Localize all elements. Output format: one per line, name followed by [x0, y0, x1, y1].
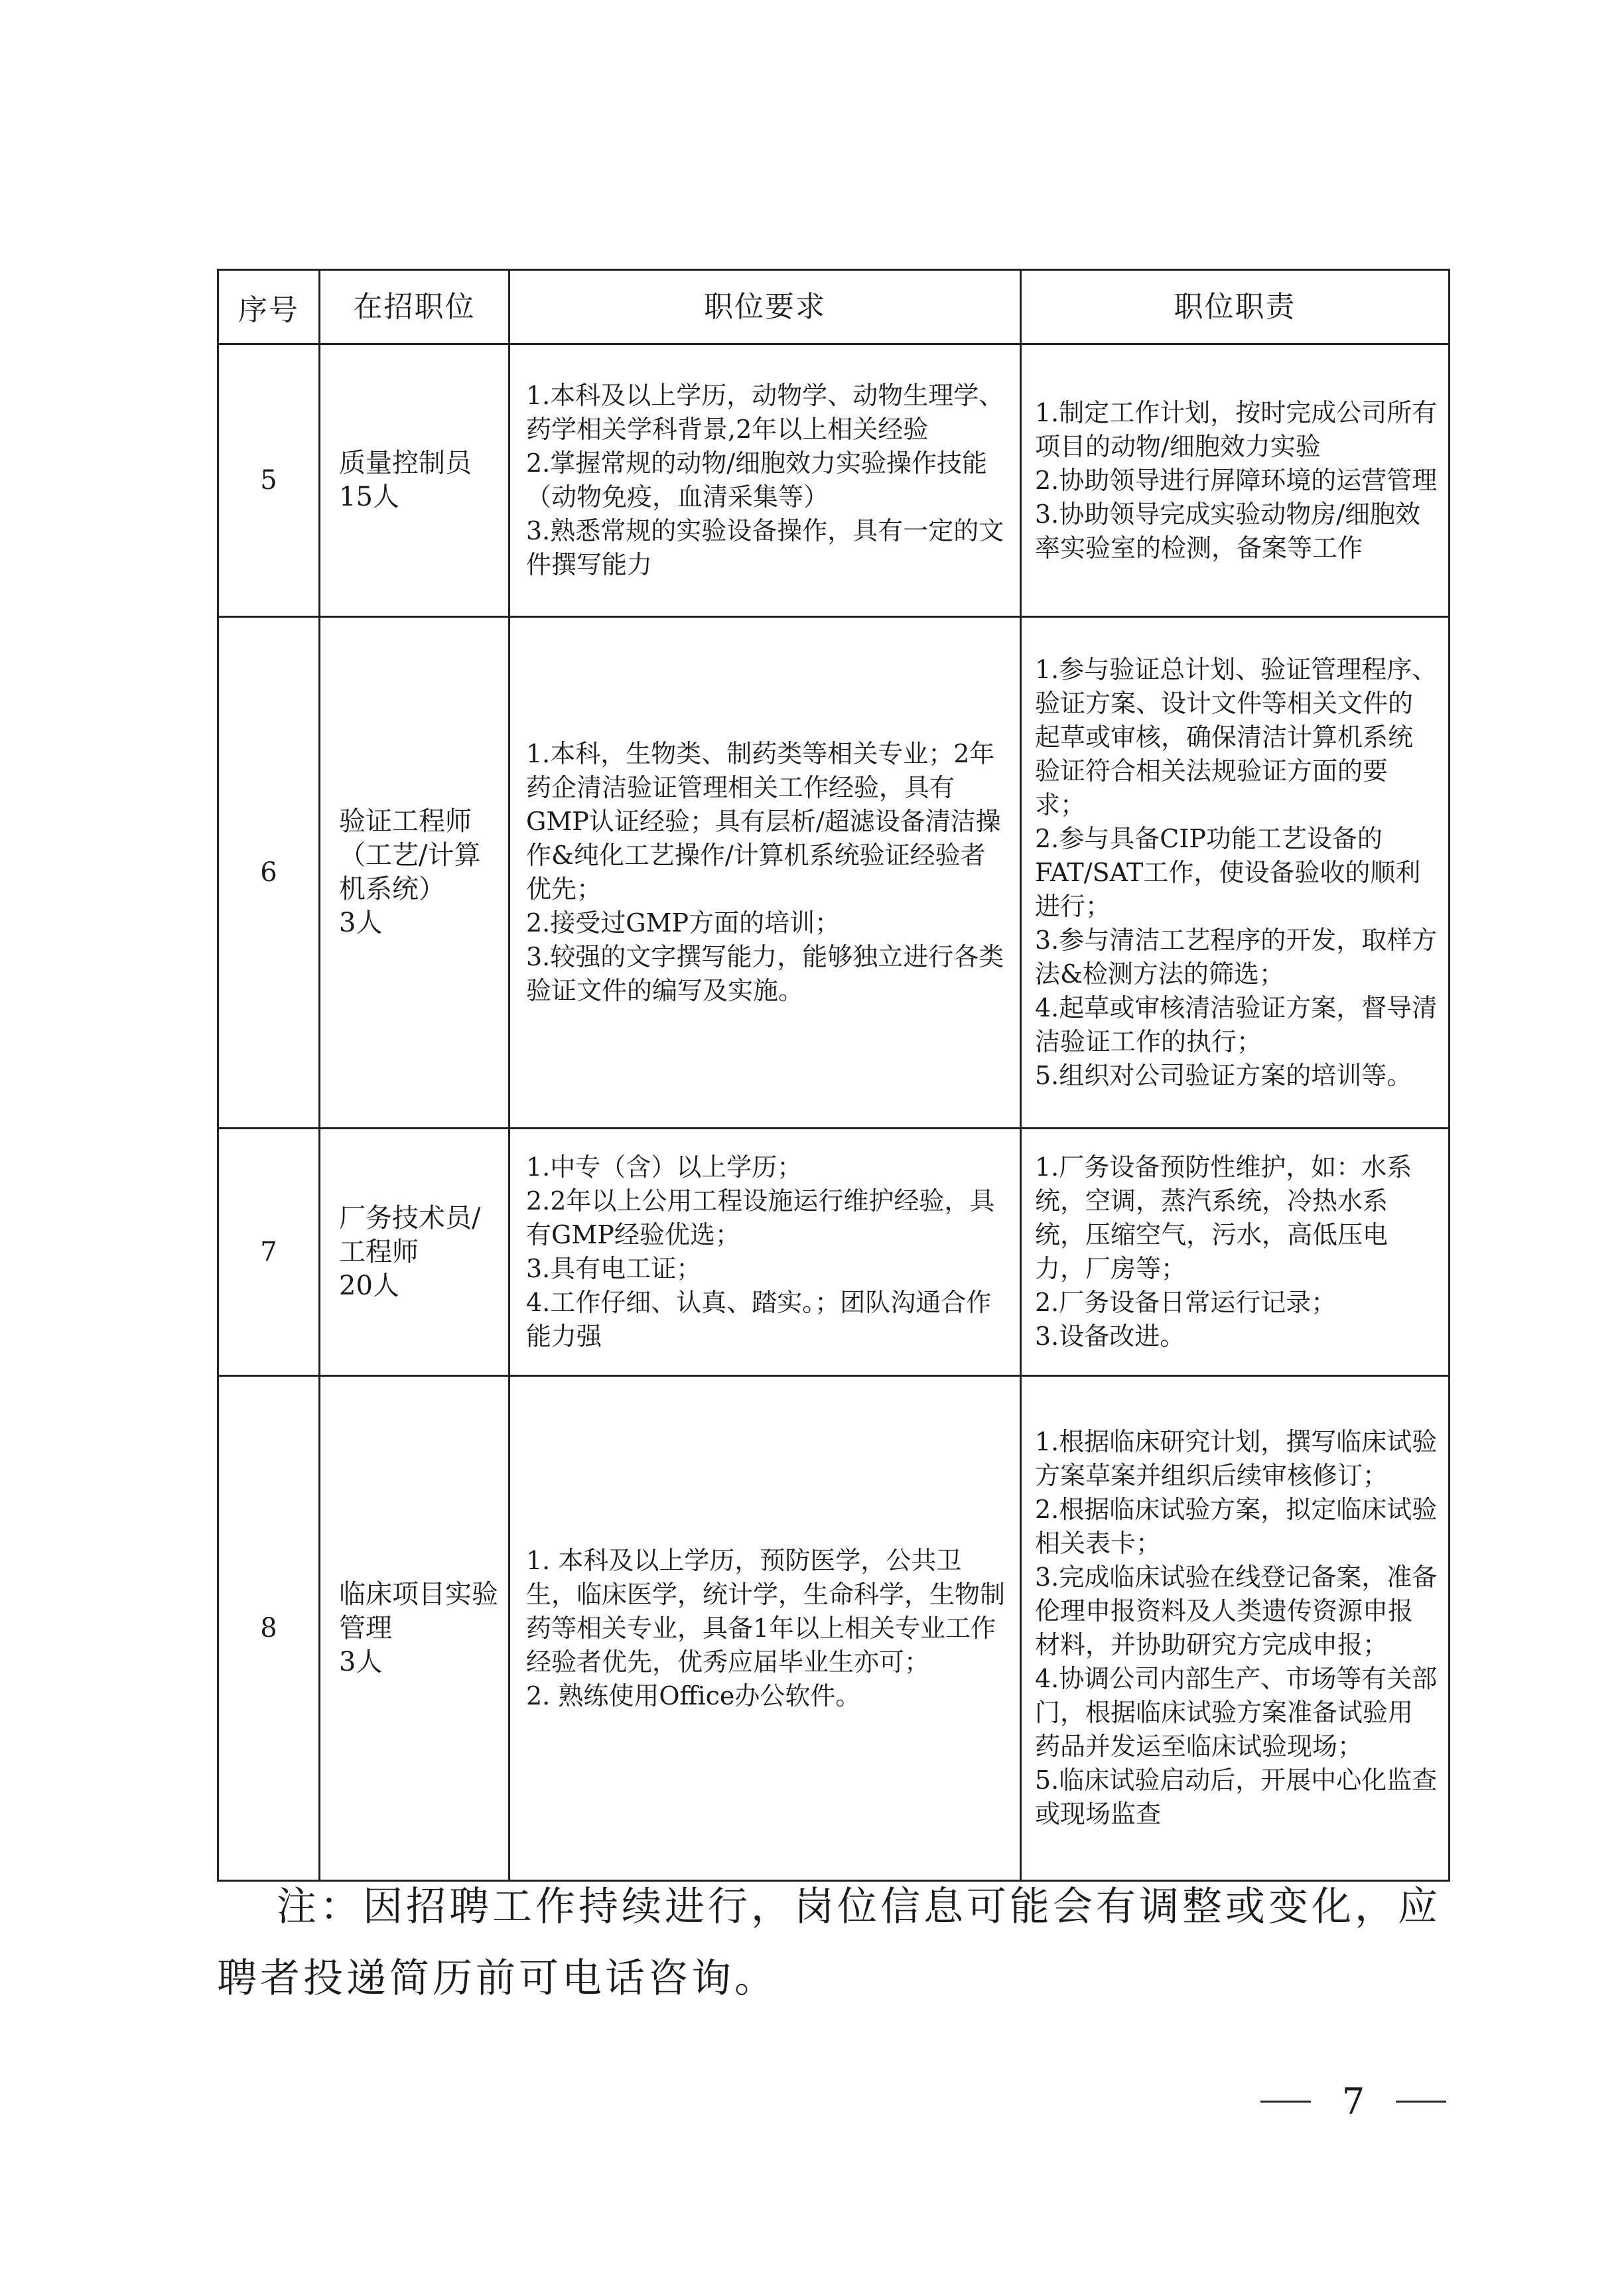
row-requirements: 1.中专（含）以上学历； 2.2年以上公用工程设施运行维护经验，具有GMP经验优选； 3.具有电工证； 4.工作仔细、认真、踏实。；团队沟通合作能力强	[509, 1129, 1021, 1376]
header-position: 在招职位	[320, 270, 509, 344]
row-num: 6	[218, 617, 320, 1129]
footer-dash-right	[1396, 2101, 1446, 2103]
row-duties: 1.参与验证总计划、验证管理程序、验证方案、设计文件等相关文件的起草或审核，确保清洁计算机系统验证符合相关法规验证方面的要求； 2.参与具备CIP功能工艺设备的FAT/SAT工作，使设备验收的顺利进行； 3.参与清洁工艺程序的开发，取样方法&检测方法的筛选； 4.起草或审核清洁验证方案，督导清洁验证工作的执行； 5.组织对公司验证方案的培训等。	[1021, 617, 1450, 1129]
row-duties: 1.厂务设备预防性维护，如：水系统，空调，蒸汽系统，冷热水系统，压缩空气，污水，高低压电力，厂房等； 2.厂务设备日常运行记录； 3.设备改进。	[1021, 1129, 1450, 1376]
recruitment-note: 注：因招聘工作持续进行，岗位信息可能会有调整或变化，应聘者投递简历前可电话咨询。	[217, 1884, 1441, 2002]
footer-dash-left	[1260, 2101, 1311, 2103]
job-table	[217, 269, 1450, 1882]
row-num: 5	[218, 344, 320, 617]
page-number: 7	[1341, 2080, 1365, 2122]
table-header-row	[218, 270, 1450, 344]
header-num: 序号	[218, 270, 320, 344]
row-position: 质量控制员 15人	[320, 344, 509, 617]
row-duties: 1.根据临床研究计划，撰写临床试验方案草案并组织后续审核修订； 2.根据临床试验方案，拟定临床试验相关表卡； 3.完成临床试验在线登记备案，准备伦理申报资料及人类遗传资源申报材料，并协助研究方完成申报； 4.协调公司内部生产、市场等有关部门，根据临床试验方案准备试验用药品并发运至临床试验现场； 5.临床试验启动后，开展中心化监查或现场监查	[1021, 1376, 1450, 1881]
header-duties: 职位职责	[1021, 270, 1450, 344]
header-requirements: 职位要求	[509, 270, 1021, 344]
row-position: 验证工程师（工艺/计算机系统） 3人	[320, 617, 509, 1129]
row-num: 7	[218, 1129, 320, 1376]
row-position: 临床项目实验管理 3人	[320, 1376, 509, 1881]
table-row	[218, 344, 1450, 617]
table-row	[218, 617, 1450, 1129]
row-duties: 1.制定工作计划，按时完成公司所有项目的动物/细胞效力实验 2.协助领导进行屏障环境的运营管理 3.协助领导完成实验动物房/细胞效率实验室的检测，备案等工作	[1021, 344, 1450, 617]
table-row	[218, 1129, 1450, 1376]
row-requirements: 1.本科及以上学历，动物学、动物生理学、药学相关学科背景,2年以上相关经验 2.掌握常规的动物/细胞效力实验操作技能（动物免疫，血清采集等） 3.熟悉常规的实验设备操作，具有一定的文件撰写能力	[509, 344, 1021, 617]
table-row	[218, 1376, 1450, 1881]
row-num: 8	[218, 1376, 320, 1881]
row-requirements: 1. 本科及以上学历，预防医学，公共卫生，临床医学，统计学，生命科学，生物制药等相关专业，具备1年以上相关专业工作经验者优先，优秀应届毕业生亦可； 2. 熟练使用Office办公软件。	[509, 1376, 1021, 1881]
row-position: 厂务技术员/工程师 20人	[320, 1129, 509, 1376]
page-footer	[1260, 2078, 1446, 2124]
row-requirements: 1.本科，生物类、制药类等相关专业；2年药企清洁验证管理相关工作经验，具有GMP认证经验；具有层析/超滤设备清洁操作&纯化工艺操作/计算机系统验证经验者优先； 2.接受过GMP方面的培训； 3.较强的文字撰写能力，能够独立进行各类验证文件的编写及实施。	[509, 617, 1021, 1129]
